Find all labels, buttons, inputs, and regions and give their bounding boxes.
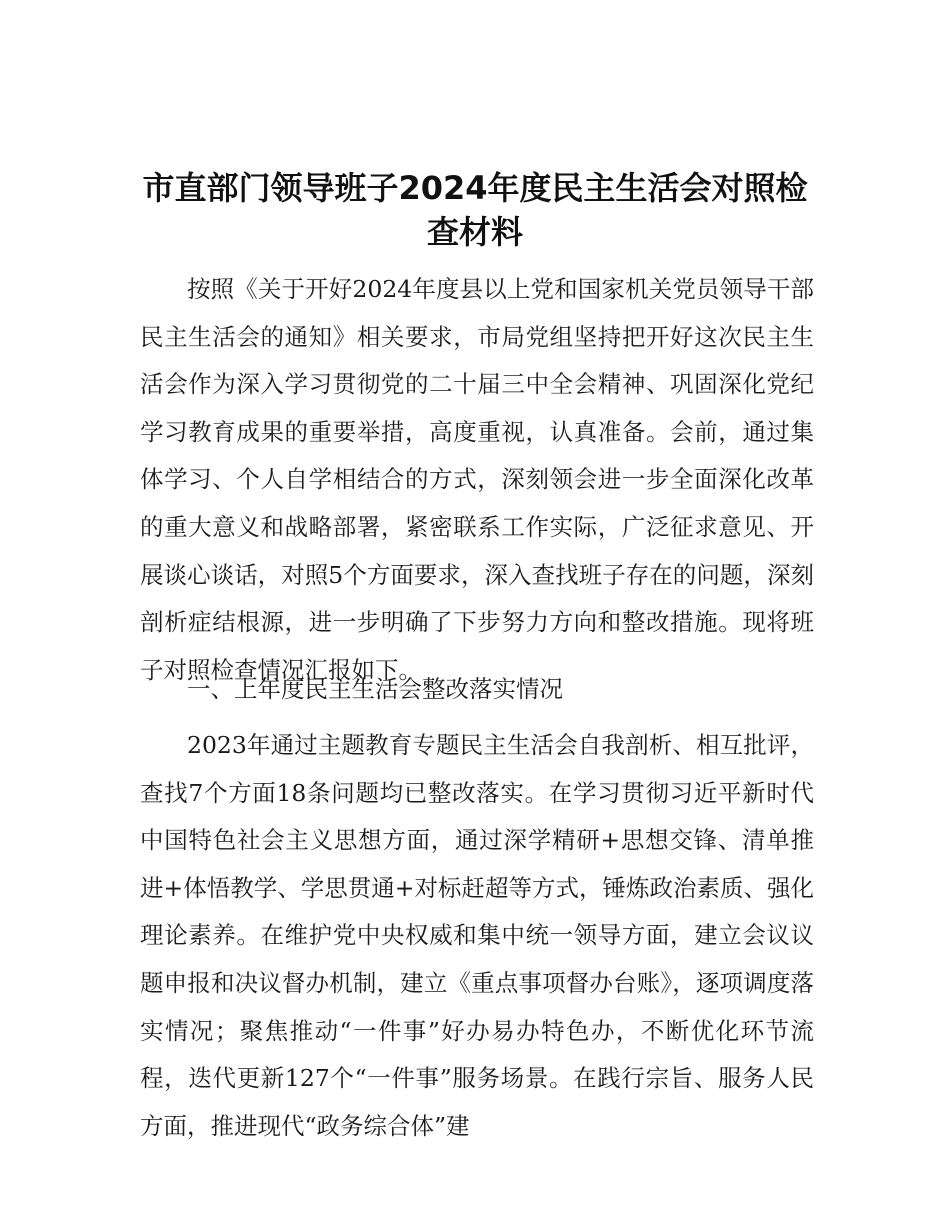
page-title: 市直部门领导班子2024年度民主生活会对照检查材料 <box>142 169 808 251</box>
section-heading: 一、上年度民主生活会整改落实情况 <box>187 675 563 703</box>
intro-paragraph: 按照《关于开好2024年度县以上党和国家机关党员领导干部民主生活会的通知》相关要求，市局党组坚持把开好这次民主生活会作为深入学习贯彻党的二十届三中全会精神、巩固深化党纪学习教育成果的重要举措，高度重视，认真准备。会前，通过集体学习、个人自学相结合的方式，深刻领会进一步全面深化改革的重大意义和战略部署，紧密联系工作实际，广泛征求意见、开展谈心谈话，对照5个方面要求，深入查找班子存在的问题，深刻剖析症结根源，进一步明确了下步努力方向和整改措施。现将班子对照检查情况汇报如下。 <box>140 275 814 684</box>
body-paragraph: 2023年通过主题教育专题民主生活会自我剖析、相互批评，查找7个方面18条问题均已整改落实。在学习贯彻习近平新时代中国特色社会主义思想方面，通过深学精研+思想交锋、清单推进+体悟教学、学思贯通+对标赶超等方式，锤炼政治素质、强化理论素养。在维护党中央权威和集中统一领导方面，建立会议议题申报和决议督办机制，建立《重点事项督办台账》，逐项调度落实情况；聚焦推动“一件事”好办易办特色办，不断优化环节流程，迭代更新127个“一件事”服务场景。在践行宗旨、服务人民方面，推进现代“政务综合体”建 <box>140 731 814 1140</box>
